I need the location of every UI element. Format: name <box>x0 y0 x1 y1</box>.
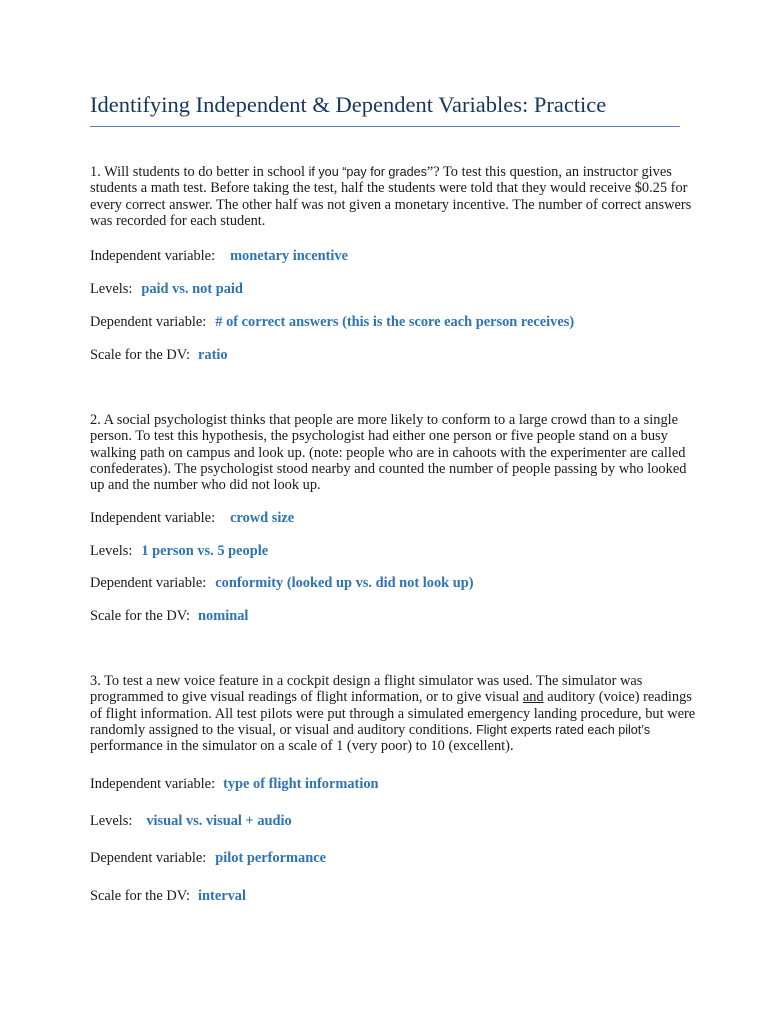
question-2-line-3: walking path on campus and look up. (note: people who are in cahoots with the experimenter are called <box>90 444 686 461</box>
question-3-scale-row <box>90 888 246 905</box>
iv-answer: monetary incentive <box>230 248 348 264</box>
levels-answer: visual vs. visual + audio <box>146 813 292 829</box>
levels-label: Levels: <box>90 813 133 829</box>
question-2-text <box>90 412 690 493</box>
question-3-line-2-part-c: auditory (voice) readings <box>543 689 692 706</box>
title-divider <box>90 126 680 127</box>
question-3-line-2-underlined: and <box>522 689 544 706</box>
question-1-line-1-part-b: if you “pay for grades <box>308 165 427 179</box>
dv-label: Dependent variable: <box>90 575 207 591</box>
question-3-dv-row <box>90 850 326 867</box>
iv-answer: type of flight information <box>223 776 379 792</box>
dv-answer: # of correct answers (this is the score each person receives) <box>215 314 575 330</box>
question-3-line-3: of flight information. All test pilots were put through a simulated emergency landing procedure, but were <box>90 705 696 722</box>
question-3-line-2 <box>90 689 690 705</box>
question-3-line-4-part-b: Flight experts rated each pilot’s <box>476 722 651 737</box>
scale-answer: ratio <box>198 347 228 363</box>
levels-label: Levels: <box>90 543 133 559</box>
page-title: Identifying Independent & Dependent Variables: Practice <box>90 92 607 117</box>
question-1-line-1-part-c: ”? To test this question, an instructor gives <box>426 164 672 180</box>
question-3-text <box>90 673 696 755</box>
dv-label: Dependent variable: <box>90 850 207 866</box>
question-2-dv-row <box>90 575 474 592</box>
scale-answer: nominal <box>198 608 249 624</box>
question-1-scale-row <box>90 347 228 364</box>
scale-label: Scale for the DV: <box>90 608 191 624</box>
iv-label: Independent variable: <box>90 776 216 792</box>
dv-answer: pilot performance <box>215 850 326 866</box>
iv-label: Independent variable: <box>90 248 216 264</box>
levels-label: Levels: <box>90 281 133 297</box>
question-1-line-1-part-a: 1. Will students to do better in school <box>90 164 309 180</box>
question-1-line-4: was recorded for each student. <box>90 212 266 229</box>
question-3-line-2-part-a: programmed to give visual readings of flight information, or to give visual <box>90 689 523 706</box>
dv-answer: conformity (looked up vs. did not look up) <box>215 575 474 591</box>
question-1-text <box>90 164 690 229</box>
question-1-levels-row <box>90 281 243 298</box>
dv-label: Dependent variable: <box>90 314 207 330</box>
question-1-iv-row <box>90 248 348 265</box>
question-2-line-5: up and the number who did not look up. <box>90 477 321 494</box>
scale-answer: interval <box>198 888 246 904</box>
question-1-line-3: every correct answer. The other half was not given a monetary incentive. The number of correct answers <box>90 196 692 213</box>
iv-label: Independent variable: <box>90 510 216 526</box>
question-1-line-2: students a math test. Before taking the test, half the students were told that they would receive $0.25 for <box>90 180 688 197</box>
question-2-scale-row <box>90 608 248 625</box>
question-2-line-4: confederates). The psychologist stood nearby and counted the number of people passing by who looked <box>90 460 687 477</box>
question-2-line-1: 2. A social psychologist thinks that people are more likely to conform to a large crowd than to a single <box>90 412 679 428</box>
question-2-line-2: person. To test this hypothesis, the psychologist had either one person or five people stand on a busy <box>90 428 668 445</box>
question-3-line-5: performance in the simulator on a scale of 1 (very poor) to 10 (excellent). <box>90 738 514 755</box>
question-3-iv-row <box>90 776 379 793</box>
question-3-line-4-part-a: randomly assigned to the visual, or visual and auditory conditions. <box>90 721 477 738</box>
scale-label: Scale for the DV: <box>90 347 191 363</box>
question-3-line-4 <box>90 722 690 738</box>
question-2-iv-row <box>90 510 294 527</box>
levels-answer: 1 person vs. 5 people <box>141 543 269 559</box>
question-3-line-1: 3. To test a new voice feature in a cockpit design a flight simulator was used. The simulator was <box>90 673 643 689</box>
question-2-levels-row <box>90 543 268 560</box>
iv-answer: crowd size <box>230 510 295 526</box>
levels-answer: paid vs. not paid <box>141 281 243 297</box>
question-1-line-1 <box>90 164 690 180</box>
question-1-dv-row <box>90 314 574 331</box>
question-3-levels-row <box>90 813 292 830</box>
scale-label: Scale for the DV: <box>90 888 191 904</box>
